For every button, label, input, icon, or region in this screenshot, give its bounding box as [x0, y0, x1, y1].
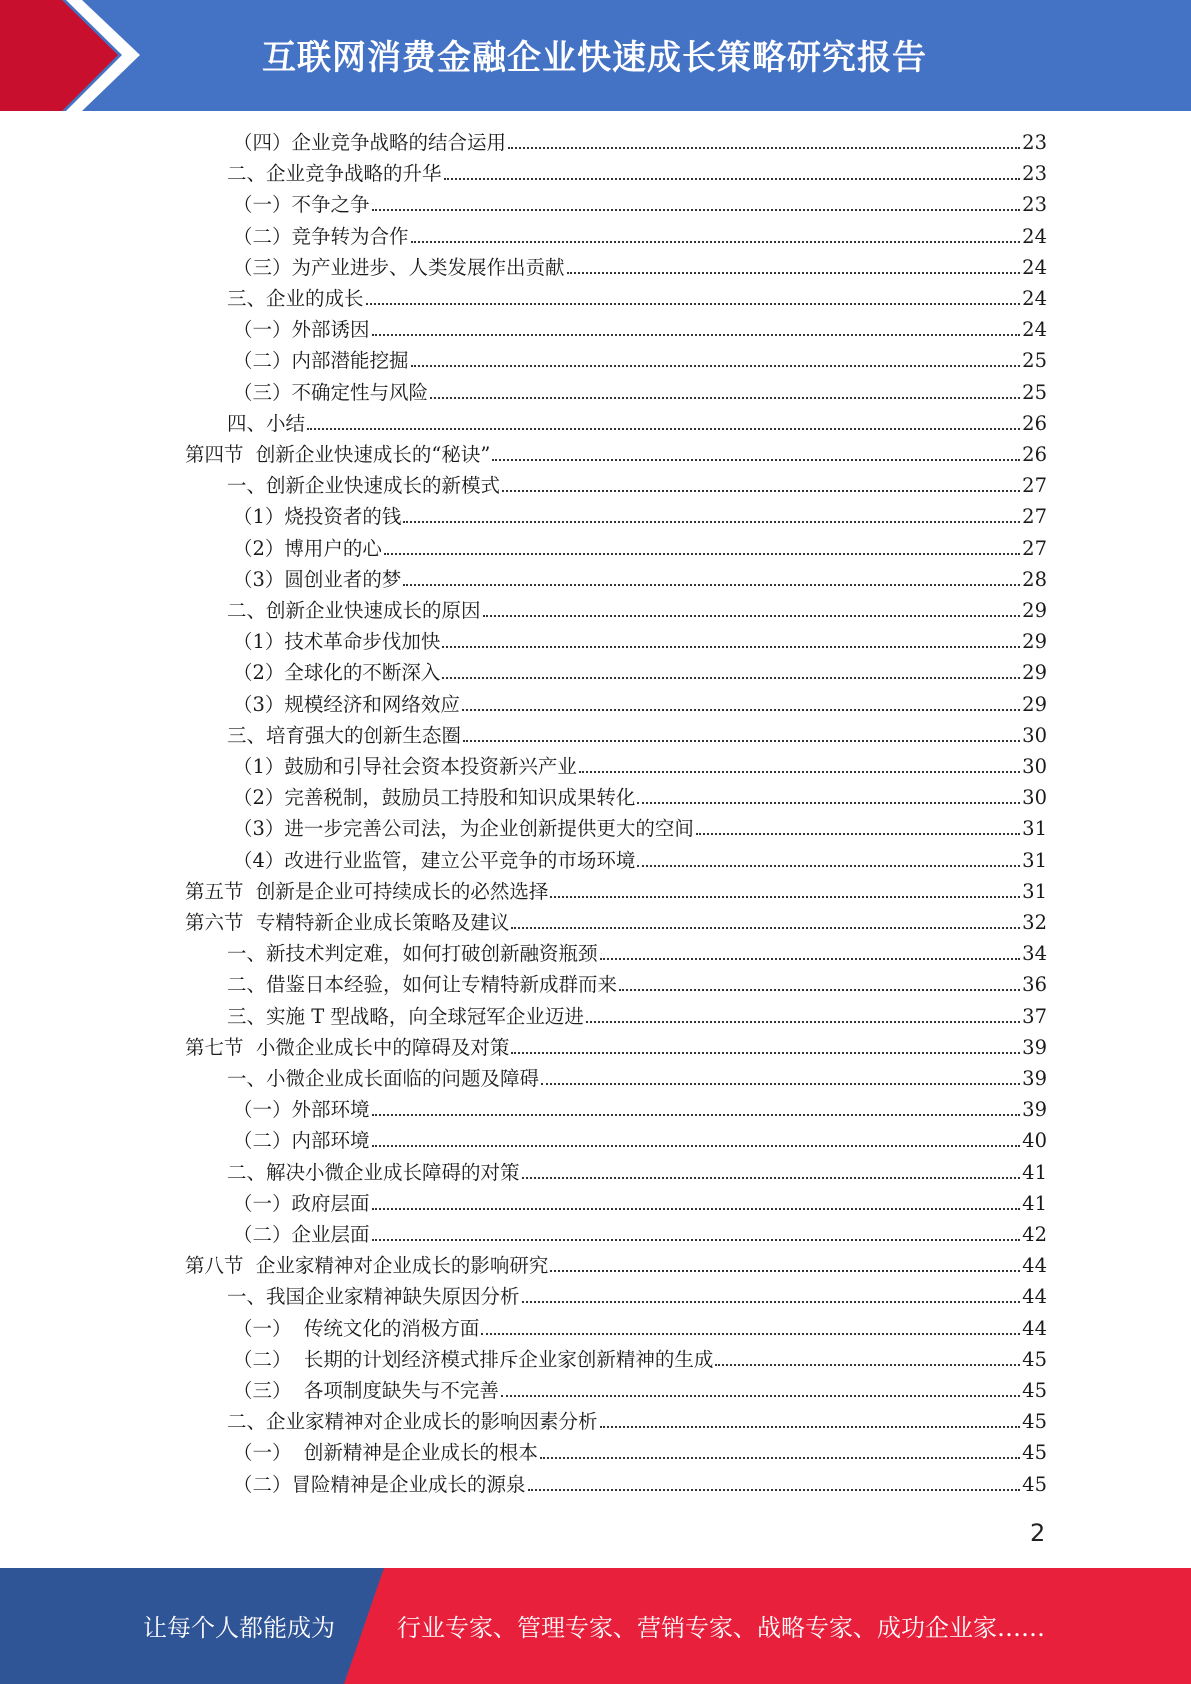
toc-entry-page: 24: [1022, 224, 1047, 248]
toc-entry[interactable]: [233, 1469, 1047, 1500]
toc-entry-page: 24: [1022, 318, 1047, 342]
toc-entry-page: 29: [1022, 692, 1047, 716]
toc-entry-page: 29: [1022, 599, 1047, 622]
toc-entry[interactable]: [233, 813, 1047, 844]
toc-dot-leader: [307, 427, 1020, 430]
toc-entry[interactable]: [185, 876, 1047, 907]
toc-dot-leader: [522, 1300, 1021, 1303]
toc-entry[interactable]: [227, 470, 1047, 501]
toc-entry-title: 三、实施 T 型战略，向全球冠军企业迈进: [227, 1004, 584, 1028]
toc-dot-leader: [372, 1238, 1021, 1241]
toc-entry-page: 31: [1022, 817, 1047, 841]
toc-entry[interactable]: [233, 1375, 1047, 1406]
toc-entry-page: 34: [1022, 942, 1047, 966]
toc-entry[interactable]: [233, 189, 1047, 220]
footer-slogan-left: 让每个人都能成为: [143, 1614, 335, 1642]
toc-entry[interactable]: [227, 408, 1047, 439]
toc-entry-title: （三）不确定性与风险: [233, 380, 429, 404]
toc-dot-leader: [372, 333, 1021, 336]
toc-entry[interactable]: [227, 720, 1047, 751]
toc-dot-leader: [541, 1082, 1020, 1085]
header-arrow-decoration: [0, 0, 300, 111]
toc-entry-title: 一、小微企业成长面临的问题及障碍: [227, 1067, 540, 1090]
toc-entry[interactable]: [227, 969, 1047, 1000]
toc-entry-page: 39: [1022, 1098, 1047, 1122]
toc-entry-title: （二） 长期的计划经济模式排斥企业家创新精神的生成: [233, 1347, 714, 1371]
toc-entry[interactable]: [233, 845, 1047, 876]
toc-entry-title: 二、企业竞争战略的升华: [227, 162, 442, 186]
footer-slogan-right: 行业专家、管理专家、营销专家、战略专家、成功企业家……: [397, 1614, 1045, 1642]
toc-entry[interactable]: [233, 252, 1047, 283]
toc-entry-title: （2）博用户的心: [233, 536, 382, 560]
toc-entry[interactable]: [233, 1437, 1047, 1468]
toc-entry-page: 40: [1022, 1129, 1047, 1153]
toc-entry-title: （二）冒险精神是企业成长的源泉: [233, 1472, 526, 1496]
toc-dot-leader: [508, 146, 1020, 149]
toc-entry-title: 四、小结: [227, 411, 306, 435]
toc-entry-page: 27: [1022, 474, 1047, 498]
toc-entry-page: 26: [1022, 443, 1047, 466]
toc-entry-page: 42: [1022, 1223, 1047, 1246]
toc-dot-leader: [411, 364, 1021, 367]
toc-entry-title: 二、解决小微企业成长障碍的对策: [227, 1160, 520, 1184]
toc-entry[interactable]: [185, 907, 1047, 938]
toc-entry-page: 28: [1022, 567, 1047, 591]
toc-dot-leader: [511, 1051, 1020, 1054]
toc-entry-title: （3）规模经济和网络效应: [233, 692, 460, 716]
toc-dot-leader: [550, 895, 1020, 898]
toc-entry[interactable]: [185, 439, 1047, 470]
toc-dot-leader: [411, 240, 1021, 243]
toc-entry-page: 45: [1022, 1410, 1047, 1434]
toc-entry[interactable]: [233, 751, 1047, 782]
toc-entry[interactable]: [185, 1032, 1047, 1063]
toc-dot-leader: [372, 208, 1021, 211]
toc-dot-leader: [502, 489, 1020, 492]
toc-entry-title: 三、企业的成长: [227, 287, 364, 310]
toc-dot-leader: [522, 1176, 1021, 1179]
toc-entry-page: 41: [1022, 1191, 1047, 1215]
toc-entry[interactable]: [227, 1157, 1047, 1188]
toc-entry[interactable]: [227, 595, 1047, 626]
toc-entry[interactable]: [233, 657, 1047, 688]
toc-entry[interactable]: [233, 1094, 1047, 1125]
toc-entry[interactable]: [233, 533, 1047, 564]
toc-entry[interactable]: [227, 158, 1047, 189]
toc-entry-title: （2）全球化的不断深入: [233, 661, 441, 685]
toc-entry[interactable]: [227, 938, 1047, 969]
toc-entry[interactable]: [227, 1406, 1047, 1437]
toc-entry-title: （二）竞争转为合作: [233, 224, 409, 248]
toc-entry[interactable]: [233, 626, 1047, 657]
toc-entry[interactable]: [233, 345, 1047, 376]
toc-entry-page: 44: [1022, 1285, 1047, 1309]
toc-entry-page: 23: [1022, 162, 1047, 186]
toc-entry-title: （三） 各项制度缺失与不完善: [233, 1379, 499, 1402]
toc-entry-title: 一、我国企业家精神缺失原因分析: [227, 1285, 520, 1309]
toc-dot-leader: [442, 645, 1020, 648]
toc-dot-leader: [696, 832, 1020, 835]
toc-entry-title: （一） 传统文化的消极方面: [233, 1316, 480, 1340]
toc-entry[interactable]: [233, 221, 1047, 252]
toc-dot-leader: [372, 1207, 1021, 1210]
toc-entry-title: （1）技术革命步伐加快: [233, 630, 441, 654]
toc-entry-title: （2）完善税制，鼓励员工持股和知识成果转化: [233, 786, 636, 810]
toc-dot-leader: [511, 926, 1020, 929]
toc-dot-leader: [444, 177, 1021, 180]
toc-entry[interactable]: [233, 1125, 1047, 1156]
toc-entry[interactable]: [227, 283, 1047, 314]
toc-dot-leader: [481, 1332, 1020, 1335]
toc-entry-title: 第四节 创新企业快速成长的“秘诀”: [185, 443, 491, 466]
toc-entry-page: 36: [1022, 973, 1047, 997]
toc-dot-leader: [579, 770, 1020, 773]
toc-dot-leader: [442, 676, 1020, 679]
toc-dot-leader: [619, 988, 1020, 991]
toc-dot-leader: [550, 1269, 1020, 1272]
toc-entry[interactable]: [233, 1344, 1047, 1375]
toc-dot-leader: [372, 1113, 1021, 1116]
toc-entry[interactable]: [233, 1188, 1047, 1219]
toc-dot-leader: [403, 520, 1020, 523]
toc-entry-title: 第七节 小微企业成长中的障碍及对策: [185, 1035, 510, 1059]
toc-entry-page: 45: [1022, 1441, 1047, 1465]
toc-entry-title: （二）内部潜能挖掘: [233, 349, 409, 373]
toc-entry[interactable]: [227, 1001, 1047, 1032]
toc-entry-title: （一）外部诱因: [233, 318, 370, 342]
toc-entry[interactable]: [233, 564, 1047, 595]
toc-entry-title: （1）鼓励和引导社会资本投资新兴产业: [233, 755, 577, 778]
toc-entry-page: 39: [1022, 1067, 1047, 1090]
page-footer: [0, 1568, 1191, 1684]
toc-entry-title: 第五节 创新是企业可持续成长的必然选择: [185, 879, 549, 903]
toc-entry-title: 一、创新企业快速成长的新模式: [227, 474, 501, 498]
toc-entry[interactable]: [233, 782, 1047, 813]
toc-entry-title: 二、创新企业快速成长的原因: [227, 599, 481, 622]
toc-entry-page: 31: [1022, 879, 1047, 903]
toc-entry-title: （1）烧投资者的钱: [233, 505, 402, 529]
toc-entry[interactable]: [233, 1313, 1047, 1344]
toc-entry-page: 45: [1022, 1379, 1047, 1402]
toc-dot-leader: [403, 583, 1020, 586]
toc-dot-leader: [715, 1363, 1020, 1366]
toc-entry[interactable]: [233, 377, 1047, 408]
toc-entry-page: 29: [1022, 661, 1047, 685]
toc-dot-leader: [384, 552, 1020, 555]
toc-entry-page: 24: [1022, 255, 1047, 279]
toc-entry-title: （一）政府层面: [233, 1191, 370, 1215]
toc-entry-page: 23: [1022, 193, 1047, 217]
toc-entry-page: 45: [1022, 1347, 1047, 1371]
toc-dot-leader: [501, 1394, 1020, 1397]
toc-entry-page: 41: [1022, 1160, 1047, 1184]
toc-entry-page: 37: [1022, 1004, 1047, 1028]
toc-dot-leader: [492, 458, 1020, 461]
toc-entry[interactable]: [233, 127, 1047, 158]
toc-entry-page: 31: [1022, 848, 1047, 872]
toc-dot-leader: [637, 801, 1020, 804]
toc-entry[interactable]: [233, 314, 1047, 345]
toc-entry[interactable]: [233, 689, 1047, 720]
toc-entry-page: 44: [1022, 1316, 1047, 1340]
toc-entry-page: 27: [1022, 505, 1047, 529]
toc-dot-leader: [637, 864, 1020, 867]
toc-entry[interactable]: [233, 1219, 1047, 1250]
report-title: 互联网消费金融企业快速成长策略研究报告: [262, 38, 927, 78]
toc-dot-leader: [430, 396, 1020, 399]
toc-entry-title: （四）企业竞争战略的结合运用: [233, 131, 507, 154]
toc-entry-title: （一） 创新精神是企业成长的根本: [233, 1441, 538, 1465]
toc-dot-leader: [567, 271, 1021, 274]
toc-entry-title: 第六节 专精特新企业成长策略及建议: [185, 911, 510, 934]
toc-entry-page: 30: [1022, 723, 1047, 747]
toc-dot-leader: [600, 957, 1021, 960]
toc-dot-leader: [372, 1144, 1021, 1147]
toc-entry[interactable]: [227, 1063, 1047, 1094]
toc-dot-leader: [528, 1488, 1021, 1491]
toc-entry-title: 一、新技术判定难，如何打破创新融资瓶颈: [227, 942, 598, 966]
toc-entry-page: 24: [1022, 287, 1047, 310]
toc-dot-leader: [462, 708, 1020, 711]
toc-entry-page: 30: [1022, 755, 1047, 778]
toc-entry-page: 29: [1022, 630, 1047, 654]
toc-entry-title: （三）为产业进步、人类发展作出贡献: [233, 255, 565, 279]
page-number: 2: [1030, 1519, 1046, 1547]
toc-entry-page: 27: [1022, 536, 1047, 560]
toc-entry-title: 三、培育强大的创新生态圈: [227, 723, 462, 747]
toc-entry[interactable]: [233, 501, 1047, 532]
toc-entry[interactable]: [227, 1281, 1047, 1312]
toc-entry-title: （二）企业层面: [233, 1223, 370, 1246]
toc-dot-leader: [463, 739, 1020, 742]
toc-entry-page: 30: [1022, 786, 1047, 810]
toc-entry-page: 26: [1022, 411, 1047, 435]
toc-entry-page: 44: [1022, 1254, 1047, 1278]
toc-entry-title: 二、借鉴日本经验，如何让专精特新成群而来: [227, 973, 618, 997]
toc-entry-title: （一）不争之争: [233, 193, 370, 217]
toc-entry-title: 第八节 企业家精神对企业成长的影响研究: [185, 1254, 549, 1278]
toc-entry-page: 25: [1022, 380, 1047, 404]
toc-entry-page: 45: [1022, 1472, 1047, 1496]
toc-entry-title: （3）进一步完善公司法，为企业创新提供更大的空间: [233, 817, 694, 841]
toc-entry-title: （4）改进行业监管，建立公平竞争的市场环境: [233, 848, 636, 872]
toc-entry-page: 25: [1022, 349, 1047, 373]
toc-dot-leader: [540, 1456, 1020, 1459]
toc-entry-page: 32: [1022, 911, 1047, 934]
toc-entry-title: 二、企业家精神对企业成长的影响因素分析: [227, 1410, 598, 1434]
page-header: [0, 0, 1191, 111]
toc-entry[interactable]: [185, 1250, 1047, 1281]
toc-entry-title: （一）外部环境: [233, 1098, 370, 1122]
toc-dot-leader: [366, 302, 1021, 305]
toc-entry-page: 39: [1022, 1035, 1047, 1059]
toc-entry-page: 23: [1022, 131, 1047, 154]
toc-entry-title: （二）内部环境: [233, 1129, 370, 1153]
toc-dot-leader: [600, 1425, 1021, 1428]
toc-dot-leader: [586, 1020, 1020, 1023]
toc-dot-leader: [483, 614, 1021, 617]
toc-entry-title: （3）圆创业者的梦: [233, 567, 402, 591]
